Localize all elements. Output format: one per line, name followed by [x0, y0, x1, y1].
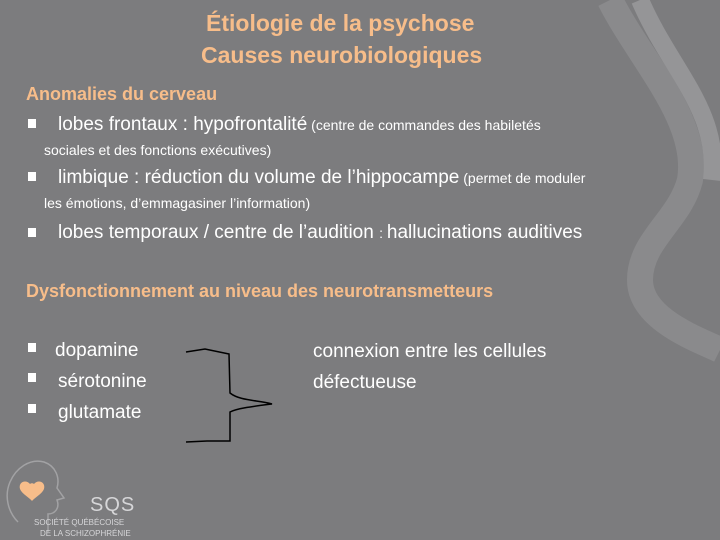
bullet-icon [28, 373, 36, 382]
logo-line1: SOCIÉTÉ QUÉBÉCOISE [34, 518, 125, 527]
section-heading-brain: Anomalies du cerveau [26, 84, 218, 104]
item-main-text: limbique : réduction du volume de l’hippocampe [58, 167, 460, 188]
neurotransmitter-item: glutamate [58, 402, 142, 423]
item-note: : [379, 225, 387, 241]
item-note: (centre de commandes des habiletés [307, 117, 541, 133]
bullet-icon [28, 404, 36, 413]
slide-title-line1: Étiologie de la psychose [206, 10, 475, 36]
bullet-icon [28, 228, 36, 237]
sqs-logo [0, 452, 160, 540]
bullet-icon [28, 172, 36, 181]
neurotransmitter-item: dopamine [55, 340, 139, 361]
logo-abbr: SQS [90, 494, 136, 516]
item-note: (permet de moduler [459, 170, 586, 186]
list-item [58, 167, 585, 189]
item-main-tail: hallucinations auditives [386, 222, 583, 243]
list-item [58, 114, 541, 136]
bullet-icon [28, 119, 36, 128]
bullet-icon [28, 343, 36, 352]
item-main-text: lobes frontaux : hypofrontalité [58, 114, 308, 135]
item-note-continuation: sociales et des fonctions exécutives) [44, 142, 272, 158]
result-text-line1: connexion entre les cellules [313, 341, 547, 362]
slide-title-line2: Causes neurobiologiques [201, 42, 483, 68]
item-note-continuation: les émotions, d’emmagasiner l’information) [44, 195, 311, 211]
list-item [58, 222, 582, 244]
neurotransmitter-item: sérotonine [58, 371, 147, 392]
item-main-text: lobes temporaux / centre de l’audition [58, 222, 380, 243]
result-text-line2: défectueuse [313, 372, 417, 393]
logo-line2: DE LA SCHIZOPHRÉNIE [40, 529, 131, 538]
section-heading-neurotransmitters: Dysfonctionnement au niveau des neurotransmetteurs [26, 281, 494, 301]
heart-icon [20, 482, 45, 501]
